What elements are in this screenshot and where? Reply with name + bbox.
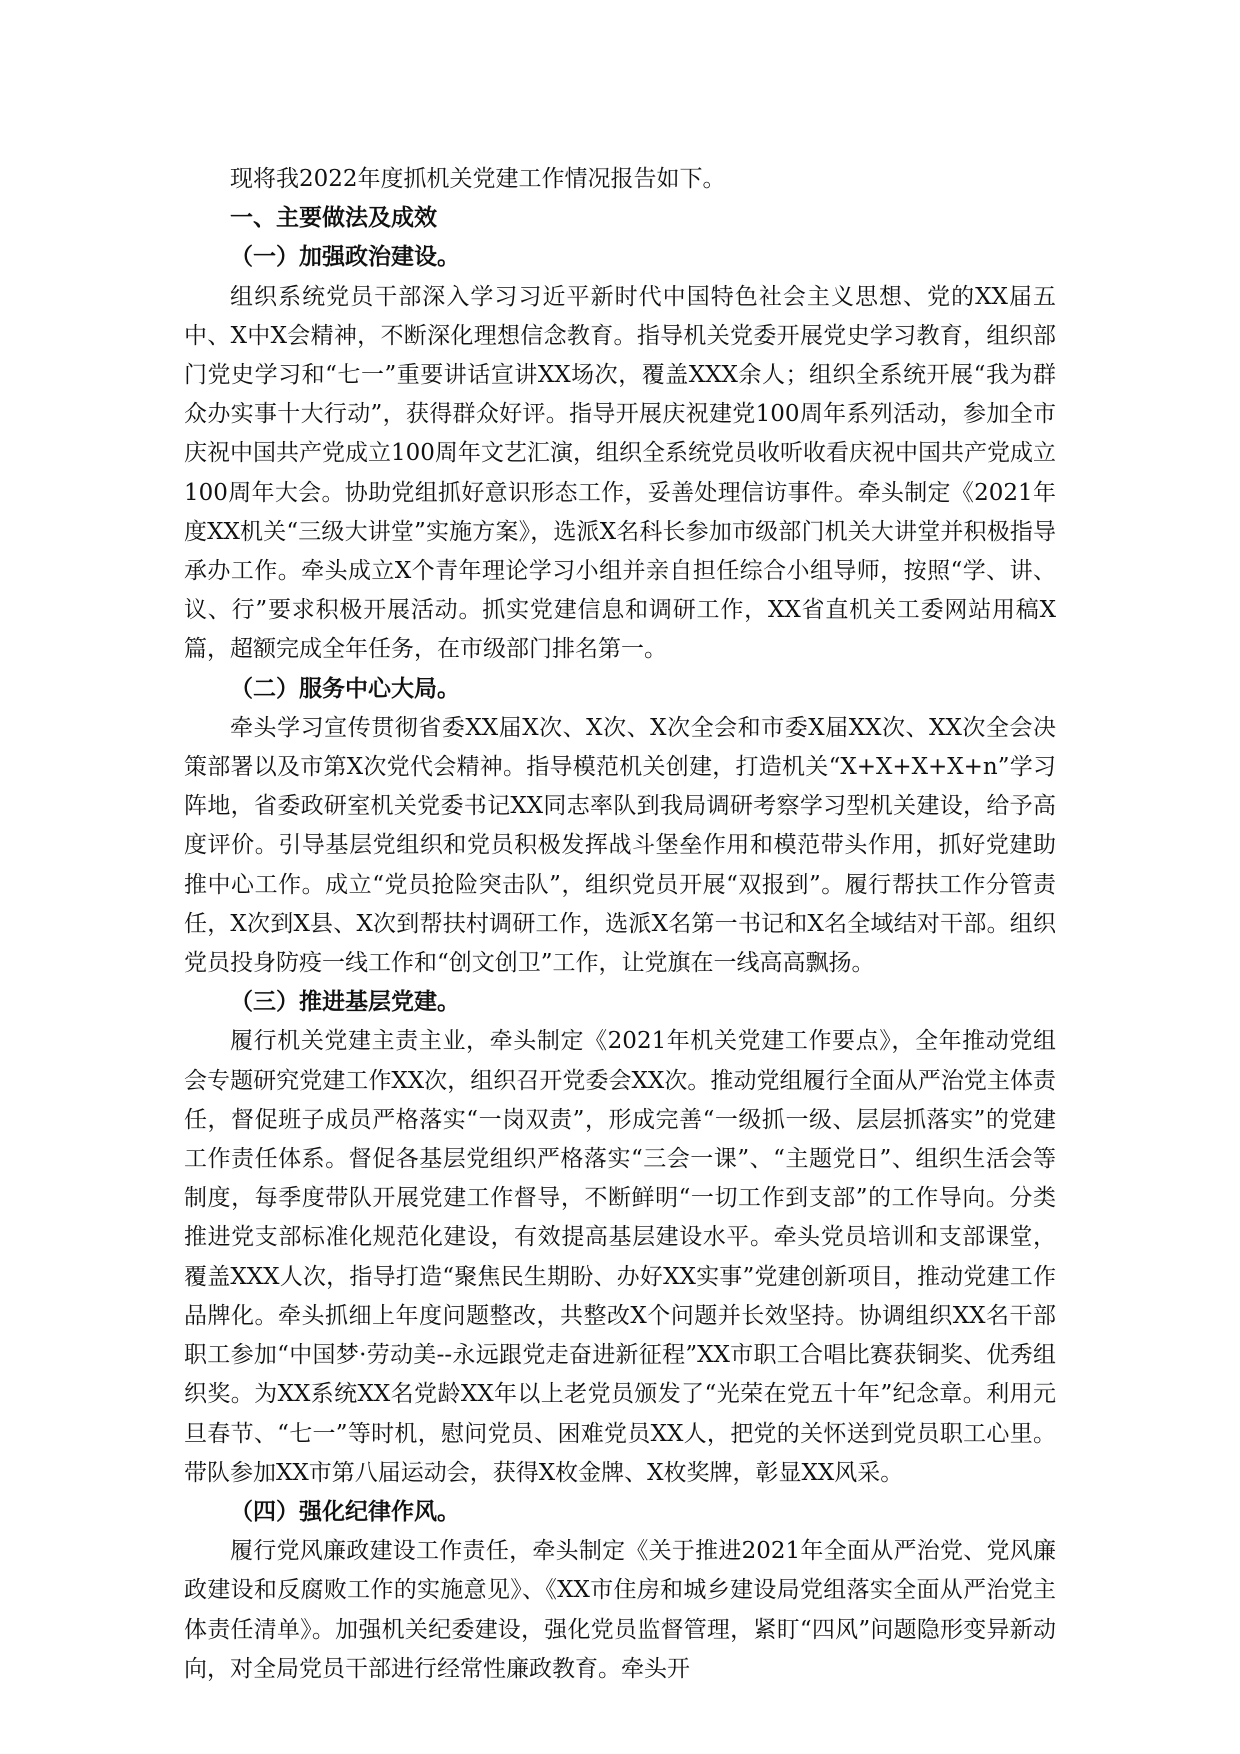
intro-paragraph: 现将我2022年度抓机关党建工作情况报告如下。	[230, 166, 726, 192]
section-title-service: （二）服务中心大局。	[230, 675, 460, 702]
document-body	[184, 160, 1056, 1689]
section-body-service: 牵头学习宣传贯彻省委XX届X次、X次、X次全会和市委X届XX次、XX次全会决策部署以及市第X次党代会精神。指导模范机关创建，打造机关“X+X+X+X+n”学习阵地，省委政研室机关党委书记XX同志率队到我局调研考察学习型机关建设，给予高度评价。引导基层党组织和党员积极发挥战斗堡垒作用和模范带头作用，抓好党建助推中心工作。成立“党员抢险突击队”，组织党员开展“双报到”。履行帮扶工作分管责任，X次到X县、X次到帮扶村调研工作，选派X名第一书记和X名全域结对干部。组织党员投身防疫一线工作和“创文创卫”工作，让党旗在一线高高飘扬。	[184, 714, 1056, 977]
section-body-political: 组织系统党员干部深入学习习近平新时代中国特色社会主义思想、党的XX届五中、X中X会精神，不断深化理想信念教育。指导机关党委开展党史学习教育，组织部门党史学习和“七一”重要讲话宣讲XX场次，覆盖XXX余人；组织全系统开展“我为群众办实事十大行动”，获得群众好评。指导开展庆祝建党100周年系列活动，参加全市庆祝中国共产党成立100周年文艺汇演，组织全系统党员收听收看庆祝中国共产党成立100周年大会。协助党组抓好意识形态工作，妥善处理信访事件。牵头制定《2021年度XX机关“三级大讲堂”实施方案》，选派X名科长参加市级部门机关大讲堂并积极指导承办工作。牵头成立X个青年理论学习小组并亲自担任综合小组导师，按照“学、讲、议、行”要求积极开展活动。抓实党建信息和调研工作，XX省直机关工委网站用稿X篇，超额完成全年任务，在市级部门排名第一。	[184, 283, 1056, 663]
section-title-grassroots: （三）推进基层党建。	[230, 989, 460, 1016]
section-title-political: （一）加强政治建设。	[230, 244, 460, 271]
section-body-discipline: 履行党风廉政建设工作责任，牵头制定《关于推进2021年全面从严治党、党风廉政建设和反腐败工作的实施意见》、《XX市住房和城乡建设局党组落实全面从严治党主体责任清单》。加强机关纪委建设，强化党员监督管理，紧盯“四风”问题隐形变异新动向，对全局党员干部进行经常性廉政教育。牵头开	[184, 1538, 1056, 1682]
section-title-discipline: （四）强化纪律作风。	[230, 1498, 460, 1525]
heading-main-practices: 一、主要做法及成效	[230, 205, 437, 232]
section-body-grassroots: 履行机关党建主责主业，牵头制定《2021年机关党建工作要点》，全年推动党组会专题研究党建工作XX次，组织召开党委会XX次。推动党组履行全面从严治党主体责任，督促班子成员严格落实“一岗双责”，形成完善“一级抓一级、层层抓落实”的党建工作责任体系。督促各基层党组织严格落实“三会一课”、“主题党日”、组织生活会等制度，每季度带队开展党建工作督导，不断鲜明“一切工作到支部”的工作导向。分类推进党支部标准化规范化建设，有效提高基层建设水平。牵头党员培训和支部课堂，覆盖XXX人次，指导打造“聚焦民生期盼、办好XX实事”党建创新项目，推动党建工作品牌化。牵头抓细上年度问题整改，共整改X个问题并长效坚持。协调组织XX名干部职工参加“中国梦·劳动美--永远跟党走奋进新征程”XX市职工合唱比赛获铜奖、优秀组织奖。为XX系统XX名党龄XX年以上老党员颁发了“光荣在党五十年”纪念章。利用元旦春节、“七一”等时机，慰问党员、困难党员XX人，把党的关怀送到党员职工心里。带队参加XX市第八届运动会，获得X枚金牌、X枚奖牌，彰显XX风采。	[184, 1028, 1056, 1486]
